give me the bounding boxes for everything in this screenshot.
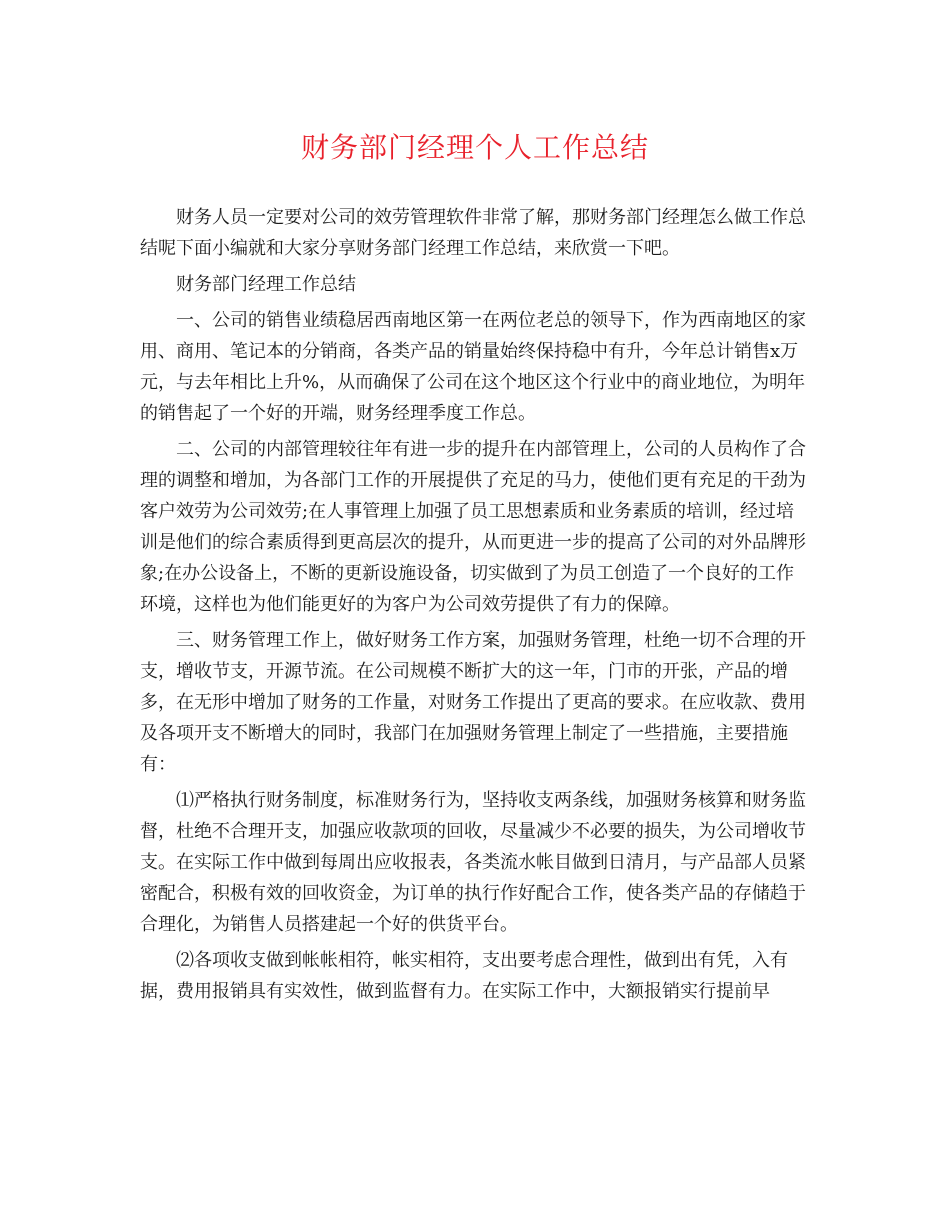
paragraph-measure-1: ⑴严格执行财务制度，标准财务行为，坚持收支两条线，加强财务核算和财务监督，杜绝不合理开支，加强应收款项的回收，尽量减少不必要的损失，为公司增收节支。在实际工作中做到每周出应收报表，各类流水帐目做到日清月，与产品部人员紧密配合，积极有效的回收资金，为订单的执行作好配合工作，使各类产品的存储趋于合理化，为销售人员搭建起一个好的供货平台。 [140,790,806,935]
paragraph-finance: 三、财务管理工作上，做好财务工作方案，加强财务管理，杜绝一切不合理的开支，增收节支，开源节流。在公司规模不断扩大的这一年，门市的开张，产品的增多，在无形中增加了财务的工作量，对财务工作提出了更高的要求。在应收款、费用及各项开支不断增大的同时，我部门在加强财务管理上制定了一些措施，主要措施有： [140,630,806,775]
document-title: 财务部门经理个人工作总结 [300,131,649,164]
section-heading: 财务部门经理工作总结 [176,274,356,295]
intro-paragraph: 财务人员一定要对公司的效劳管理软件非常了解，那财务部门经理怎么做工作总结呢下面小编就和大家分享财务部门经理工作总结，来欣赏一下吧。 [140,207,806,259]
paragraph-measure-2: ⑵各项收支做到帐帐相符，帐实相符，支出要考虑合理性，做到出有凭，入有据，费用报销具有实效性，做到监督有力。在实际工作中，大额报销实行提前早 [140,950,788,1002]
paragraph-management: 二、公司的内部管理较往年有进一步的提升在内部管理上，公司的人员构作了合理的调整和增加，为各部门工作的开展提供了充足的马力，使他们更有充足的干劲为客户效劳为公司效劳;在人事管理上加强了员工思想素质和业务素质的培训，经过培训是他们的综合素质得到更高层次的提升，从而更进一步的提高了公司的对外品牌形象;在办公设备上，不断的更新设施设备，切实做到了为员工创造了一个良好的工作环境，这样也为他们能更好的为客户为公司效劳提供了有力的保障。 [140,439,806,615]
paragraph-sales: 一、公司的销售业绩稳居西南地区第一在两位老总的领导下，作为西南地区的家用、商用、笔记本的分销商，各类产品的销量始终保持稳中有升，今年总计销售x万元，与去年相比上升%，从而确保了公司在这个地区这个行业中的商业地位，为明年的销售起了一个好的开端，财务经理季度工作总。 [140,310,806,424]
document-body [140,202,812,1007]
